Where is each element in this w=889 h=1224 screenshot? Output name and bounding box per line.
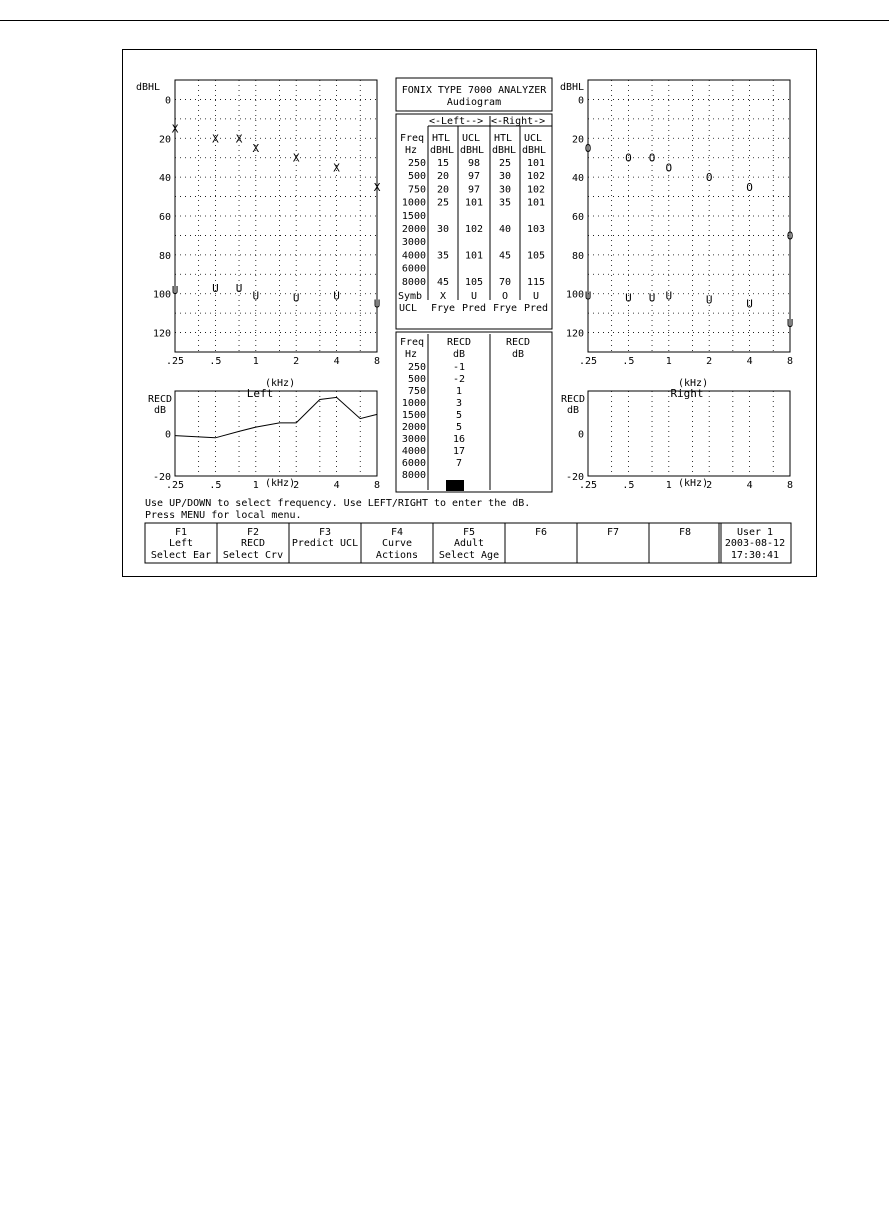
audiogram-point-o: O: [625, 151, 632, 165]
table-col-left-ucl: UCL: [462, 133, 481, 144]
table-ucl-right-method-1: Frye: [492, 303, 518, 314]
table-right-ucl-cell: 102: [526, 171, 546, 183]
audiogram-point-o: O: [786, 229, 794, 243]
recd-col-right-unit: dB: [511, 349, 525, 360]
x-tick-label: 4: [746, 480, 753, 491]
table-right-htl-cell: 35: [498, 197, 512, 209]
user-time: 17:30:41: [730, 550, 780, 561]
audiogram-point-o: O: [648, 151, 656, 165]
table-col-hz: Hz: [405, 145, 418, 156]
function-key-f8[interactable]: [649, 523, 721, 563]
table-right-ucl-cell: 102: [526, 184, 546, 196]
table-col-right-ucl: UCL: [524, 133, 543, 144]
recd-value-cell: -1: [452, 362, 466, 373]
table-right-htl-cell: 40: [498, 224, 512, 235]
recd-freq-cell: 500: [407, 374, 426, 385]
function-key-label: Left: [168, 538, 194, 549]
user-info-box: [719, 523, 791, 563]
recd-col-freq: Freq: [400, 337, 425, 348]
table-freq-cell: 500: [407, 171, 426, 183]
table-col-right-htl: HTL: [494, 133, 513, 144]
table-unit-left-htl: dBHL: [430, 145, 455, 156]
table-right-htl-cell: 30: [498, 171, 512, 183]
recd-freq-cell: 750: [407, 386, 426, 397]
function-key-f7[interactable]: [577, 523, 649, 563]
x-tick-label: 2: [706, 356, 713, 367]
left-recd-curve: [175, 397, 377, 437]
recd-value-cell: 7: [455, 458, 463, 469]
right-audiogram: [560, 80, 793, 400]
function-key-f4[interactable]: [361, 523, 433, 563]
analyzer-title-box: [396, 78, 552, 111]
right-audiogram-ylabel: dBHL: [560, 82, 585, 93]
table-col-freq: Freq: [400, 133, 425, 144]
analyzer-title: FONIX TYPE 7000 ANALYZER: [401, 85, 547, 96]
status-line-1: Use UP/DOWN to select frequency. Use LEFT/RIGHT to enter the dB.: [145, 498, 531, 509]
function-key-f6[interactable]: [505, 523, 577, 563]
x-tick-label: .25: [578, 356, 598, 367]
table-freq-cell: 1500: [401, 210, 426, 222]
table-symb-right-htl: O: [501, 291, 509, 302]
y-tick-label: -20: [152, 472, 171, 483]
audiogram-point-u: U: [665, 289, 673, 303]
function-key-f1[interactable]: [145, 523, 217, 563]
x-tick-label: 8: [373, 480, 381, 491]
audiogram-point-u: U: [746, 297, 753, 311]
recd-table: [396, 332, 552, 492]
recd-freq-cell: 1000: [401, 398, 426, 409]
y-tick-label: 80: [158, 250, 171, 262]
y-tick-label: 0: [577, 429, 584, 441]
y-tick-label: -20: [565, 472, 584, 483]
table-left-ucl-cell: 105: [464, 276, 484, 288]
function-key-action: Select Crv: [222, 550, 284, 561]
left-panel-label: Left: [246, 387, 274, 400]
table-unit-right-ucl: dBHL: [522, 145, 547, 156]
table-right-ucl-cell: 101: [526, 158, 546, 169]
audiogram-table-rows: [402, 158, 545, 288]
x-tick-label: 2: [293, 480, 300, 491]
x-tick-label: .25: [165, 480, 185, 491]
function-key-bar: [145, 523, 721, 563]
right-audiogram-xunit: (kHz): [678, 378, 709, 389]
y-tick-label: 60: [571, 212, 584, 223]
recd-col-right: RECD: [505, 337, 531, 348]
recd-freq-cell: 6000: [401, 458, 426, 469]
left-recd-graph: [148, 391, 380, 491]
y-tick-label: 80: [571, 250, 584, 262]
function-key-f2[interactable]: [217, 523, 289, 563]
table-unit-left-ucl: dBHL: [460, 145, 485, 156]
table-freq-cell: 2000: [401, 224, 426, 235]
table-symb-left-htl: X: [439, 291, 447, 302]
x-tick-label: 1: [665, 480, 672, 491]
y-tick-label: 100: [565, 289, 584, 301]
recd-value-cell: 3: [455, 398, 463, 409]
audiogram-point-u: U: [212, 281, 219, 295]
audiogram-point-o: O: [665, 161, 673, 175]
table-left-htl-cell: 15: [436, 158, 450, 169]
audiogram-point-x: X: [333, 161, 340, 175]
analyzer-display: [123, 50, 816, 576]
left-recd-ylabel-2: dB: [154, 405, 167, 416]
analyzer-screen: [122, 49, 817, 577]
x-tick-label: 8: [786, 356, 794, 367]
left-audiogram-xunit: (kHz): [265, 378, 296, 389]
table-ucl-left-method-1: Frye: [430, 303, 456, 314]
user-name: User 1: [736, 527, 774, 538]
table-left-htl-cell: 30: [436, 224, 450, 235]
audiogram-point-u: U: [171, 283, 179, 297]
x-tick-label: 1: [252, 356, 259, 367]
table-right-htl-cell: 30: [498, 184, 512, 196]
recd-value-cell: 17: [452, 446, 466, 457]
function-key-name: F5: [462, 527, 476, 538]
left-audiogram-xticks: [166, 356, 380, 367]
table-symb-label: Symb: [398, 291, 423, 302]
table-freq-cell: 250: [407, 158, 426, 169]
table-right-ucl-cell: 101: [526, 197, 546, 209]
function-key-action: Select Ear: [150, 550, 212, 561]
recd-value-cell: 5: [455, 422, 463, 433]
table-freq-cell: 4000: [401, 250, 426, 262]
y-tick-label: 20: [571, 134, 584, 146]
function-key-name: F1: [174, 527, 188, 538]
function-key-label: Predict UCL: [291, 538, 359, 549]
table-left-ucl-cell: 101: [464, 250, 484, 262]
left-recd-grid: [199, 391, 361, 476]
analyzer-subtitle: Audiogram: [446, 97, 502, 108]
right-recd-frame: [588, 391, 790, 476]
y-tick-label: 0: [577, 95, 584, 107]
x-tick-label: .25: [578, 480, 598, 491]
table-left-htl-cell: 25: [436, 197, 450, 209]
table-right-htl-cell: 45: [498, 250, 512, 262]
x-tick-label: .5: [622, 480, 635, 491]
audiogram-point-u: U: [625, 291, 632, 305]
table-right-htl-cell: 25: [498, 158, 512, 169]
audiogram-point-x: X: [171, 122, 179, 136]
table-symb-right-ucl: U: [532, 291, 540, 302]
function-key-action: Actions: [375, 550, 419, 561]
table-symb-left-ucl: U: [470, 291, 478, 302]
left-audiogram-yticks: [153, 95, 171, 339]
left-audiogram-marks: [172, 123, 381, 311]
audiogram-point-u: U: [292, 291, 300, 305]
recd-value-cell: 16: [452, 434, 466, 445]
page-header-rule: [0, 20, 889, 21]
table-right-htl-cell: 70: [498, 276, 512, 288]
function-key-label: RECD: [240, 538, 266, 549]
recd-table-rows: [402, 362, 465, 481]
user-date: 2003-08-12: [724, 538, 786, 549]
recd-freq-cell: 2000: [401, 422, 426, 433]
x-tick-label: 1: [252, 480, 259, 491]
audiogram-point-u: U: [584, 289, 592, 303]
table-left-htl-cell: 35: [436, 250, 450, 262]
audiogram-point-u: U: [333, 289, 340, 303]
x-tick-label: 4: [333, 356, 340, 367]
table-ucl-right-method-2: Pred: [523, 303, 549, 314]
table-group-left: <-Left-->: [429, 116, 484, 127]
left-audiogram: [136, 80, 381, 400]
function-key-name: F7: [606, 527, 620, 538]
x-tick-label: 2: [706, 480, 713, 491]
y-tick-label: 20: [158, 134, 171, 146]
recd-value-cell: -2: [452, 374, 466, 385]
table-left-ucl-cell: 102: [464, 224, 484, 235]
recd-col-hz: Hz: [405, 349, 418, 360]
audiogram-point-u: U: [786, 316, 794, 330]
table-left-ucl-cell: 97: [467, 184, 481, 196]
table-freq-cell: 8000: [401, 276, 426, 288]
left-recd-frame: [175, 391, 377, 476]
function-key-name: F6: [534, 527, 548, 538]
left-recd-xunit: (kHz): [265, 478, 296, 489]
table-left-htl-cell: 20: [436, 171, 450, 183]
audiogram-point-x: X: [373, 180, 381, 194]
function-key-f3[interactable]: [289, 523, 361, 563]
y-tick-label: 0: [164, 429, 171, 441]
y-tick-label: 120: [152, 328, 171, 340]
x-tick-label: .25: [165, 356, 185, 367]
audiogram-point-o: O: [746, 180, 753, 194]
y-tick-label: 40: [571, 173, 584, 185]
x-tick-label: 4: [333, 480, 340, 491]
x-tick-label: .5: [622, 356, 635, 367]
recd-col-left-unit: dB: [452, 349, 466, 360]
recd-freq-cell: 1500: [401, 410, 426, 421]
right-audiogram-grid: [588, 80, 790, 352]
function-key-name: F4: [390, 527, 404, 538]
right-recd-grid: [612, 391, 774, 476]
audiogram-point-u: U: [252, 289, 260, 303]
table-right-ucl-cell: 105: [526, 250, 546, 262]
recd-edit-cursor[interactable]: [446, 480, 464, 491]
right-recd-ylabel-2: dB: [567, 405, 580, 416]
table-left-htl-cell: 20: [436, 184, 450, 196]
recd-value-cell: 1: [455, 386, 463, 397]
x-tick-label: 1: [665, 356, 672, 367]
x-tick-label: 4: [746, 356, 753, 367]
y-tick-label: 0: [164, 95, 171, 107]
audiogram-point-x: X: [292, 151, 300, 165]
y-tick-label: 60: [158, 212, 171, 223]
table-left-ucl-cell: 98: [467, 158, 481, 169]
recd-value-cell: 5: [455, 410, 463, 421]
table-freq-cell: 3000: [401, 237, 426, 249]
x-tick-label: 8: [786, 480, 794, 491]
table-freq-cell: 750: [407, 184, 426, 196]
function-key-name: F8: [678, 527, 692, 538]
left-recd-yticks: [153, 430, 171, 484]
recd-freq-cell: 3000: [401, 434, 426, 445]
right-recd-ylabel-1: RECD: [561, 394, 586, 405]
function-key-label: Adult: [453, 538, 485, 549]
function-key-action: Select Age: [438, 550, 500, 561]
status-line-2: Press MENU for local menu.: [145, 510, 302, 521]
table-left-ucl-cell: 101: [464, 197, 484, 209]
right-recd-yticks: [566, 430, 584, 484]
x-tick-label: 2: [293, 356, 300, 367]
audiogram-point-x: X: [252, 142, 260, 155]
right-recd-graph: [561, 391, 793, 491]
y-tick-label: 120: [565, 328, 584, 340]
right-audiogram-yticks: [566, 95, 584, 339]
table-right-ucl-cell: 115: [526, 276, 546, 288]
x-tick-label: .5: [209, 480, 222, 491]
audiogram-point-x: X: [235, 132, 243, 146]
table-left-ucl-cell: 97: [467, 171, 481, 183]
table-freq-cell: 6000: [401, 263, 426, 275]
table-col-left-htl: HTL: [432, 133, 451, 144]
right-audiogram-marks: [585, 142, 794, 330]
left-audiogram-ylabel: dBHL: [136, 82, 161, 93]
left-recd-ylabel-1: RECD: [148, 394, 173, 405]
recd-freq-cell: 4000: [401, 446, 426, 457]
table-ucl-label: UCL: [399, 303, 418, 314]
audiogram-point-u: U: [373, 297, 381, 311]
audiogram-point-o: O: [705, 171, 713, 185]
recd-col-left: RECD: [446, 337, 472, 348]
right-panel-label: Right: [670, 387, 704, 400]
recd-freq-cell: 8000: [401, 470, 426, 481]
left-audiogram-grid: [175, 80, 377, 352]
table-right-ucl-cell: 103: [526, 224, 546, 235]
function-key-label: Curve: [381, 538, 413, 549]
audiogram-point-u: U: [235, 281, 243, 295]
right-audiogram-xticks: [579, 356, 793, 367]
recd-freq-cell: 250: [407, 362, 426, 373]
table-freq-cell: 1000: [401, 197, 426, 209]
x-tick-label: 8: [373, 356, 381, 367]
y-tick-label: 100: [152, 289, 171, 301]
right-recd-xunit: (kHz): [678, 478, 709, 489]
function-key-name: F3: [318, 527, 332, 538]
table-left-htl-cell: 45: [436, 276, 450, 288]
table-group-right: <-Right->: [491, 116, 546, 127]
audiogram-point-u: U: [705, 293, 713, 307]
audiogram-table: [396, 114, 552, 329]
audiogram-point-o: O: [584, 142, 592, 155]
table-ucl-left-method-2: Pred: [461, 303, 487, 314]
x-tick-label: .5: [209, 356, 222, 367]
y-tick-label: 40: [158, 173, 171, 185]
table-unit-right-htl: dBHL: [492, 145, 517, 156]
function-key-name: F2: [246, 527, 260, 538]
audiogram-point-u: U: [648, 291, 656, 305]
function-key-f5[interactable]: [433, 523, 505, 563]
audiogram-point-x: X: [212, 132, 219, 146]
